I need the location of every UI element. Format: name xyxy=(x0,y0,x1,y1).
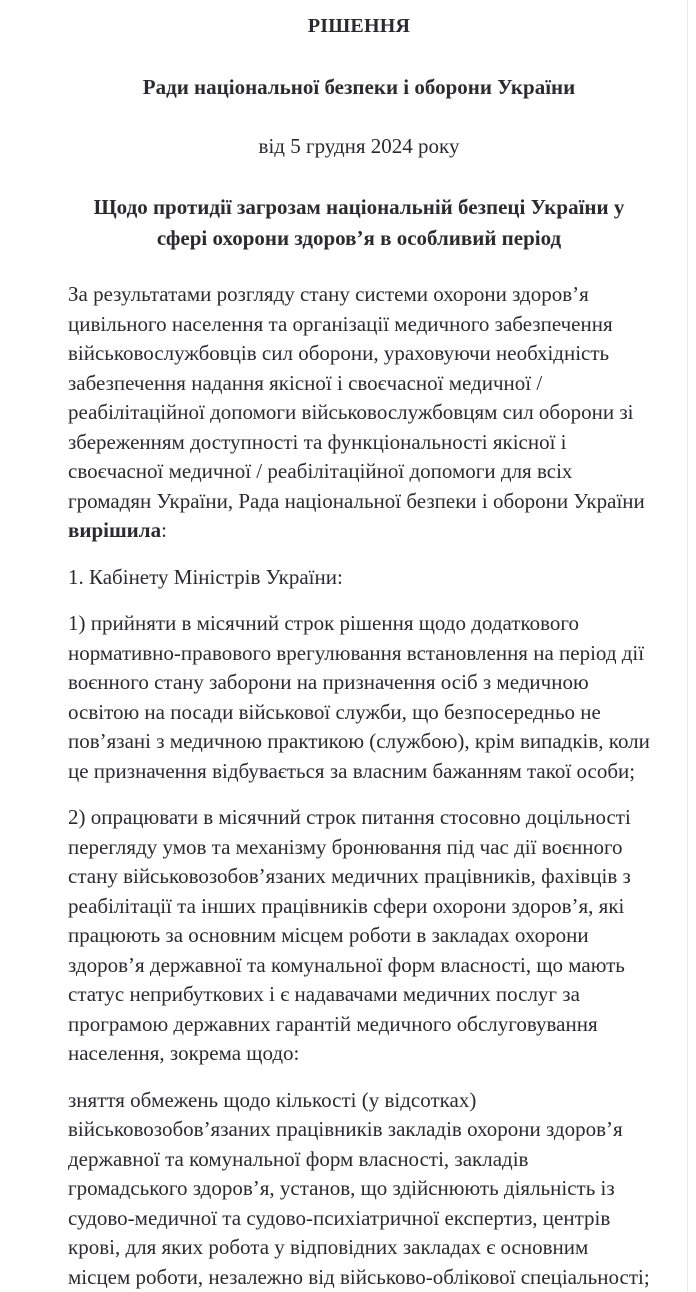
paragraph-item-1-1: 1) прийняти в місячний строк рішення щодо додаткового нормативно-правового врегулювання встановлення на період дії воєнного стану заборони на призначення осіб з медичною освітою на посади військової служби, що безпосередньо не пов’язані з медичною практикою (службою), крім випадків, коли це призначення відбувається за власним бажанням такої особи; xyxy=(68,609,650,786)
paragraph-item-1: 1. Кабінету Міністрів України: xyxy=(68,563,650,593)
preamble-emphasis-vyrishyla: вирішила xyxy=(68,518,161,542)
preamble-text-after-bold: : xyxy=(161,518,167,542)
document-title-organization: Ради національної безпеки і оборони України xyxy=(68,41,650,102)
paragraph-item-1-2: 2) опрацювати в місячний строк питання стосовно доцільності перегляду умов та механізму бронювання під час дії воєнного стану військовозобов’язаних медичних працівників, фахівців з реабілітації та інших працівників сфери охорони здоров’я, які працюють за основним місцем роботи в закладах охорони здоров’я державної та комунальної форм власності, що мають статус неприбуткових і є надавачами медичних послуг за програмою державних гарантій медичного обслуговування населення, зокрема щодо: xyxy=(68,803,650,1069)
paragraph-preamble xyxy=(68,280,650,546)
document-title-main: РІШЕННЯ xyxy=(68,0,650,41)
preamble-text-before-bold: За результатами розгляду стану системи охорони здоров’я цивільного населення та організації медичного забезпечення військовослужбовців сил оборони, ураховуючи необхідність забезпечення надання якісної і своєчасної медичної / реабілітаційної допомоги військовослужбовцям сил оборони зі збереженням доступності та функціональності якісної і своєчасної медичної / реабілітаційної допомоги для всіх громадян України, Рада національної безпеки і оборони України xyxy=(68,282,650,513)
scroll-container-edge-rule xyxy=(687,0,688,1292)
document-title-subject: Щодо протидії загрозам національній безпеці України у сфері охорони здоров’я в особливий період xyxy=(68,161,650,254)
document-paragraphs xyxy=(68,254,650,1292)
document-date: від 5 грудня 2024 року xyxy=(68,102,650,161)
paragraph-item-1-2-a: зняття обмежень щодо кількості (у відсотках) військовозобов’язаних працівників закладів охорони здоров’я державної та комунальної форм власності, закладів громадського здоров’я, установ, що здійснюють діяльність із судово-медичної та судово-психіатричної експертиз, центрів крові, для яких робота у відповідних закладах є основним місцем роботи, незалежно від військово-облікової спеціальності; xyxy=(68,1086,650,1292)
